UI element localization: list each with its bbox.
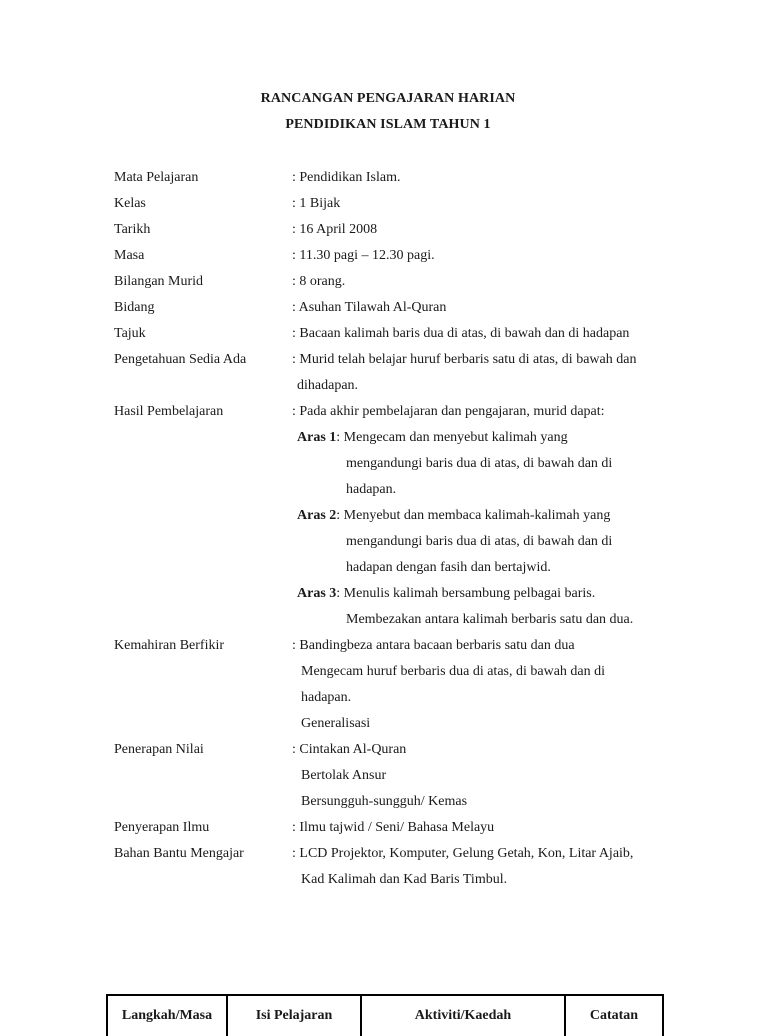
aras-line: mengandungi baris dua di atas, di bawah dan di (346, 534, 613, 549)
aras-line: hadapan. (346, 482, 397, 497)
field-label: Kemahiran Berfikir (114, 638, 225, 653)
field-value: : Pada akhir pembelajaran dan pengajaran, murid dapat: (292, 404, 605, 419)
field-value: : Ilmu tajwid / Seni/ Bahasa Melayu (292, 820, 495, 835)
aras-label: Aras 3 (297, 586, 337, 601)
field-label: Penyerapan Ilmu (114, 820, 210, 835)
field-value: : Bandingbeza antara bacaan berbaris satu dan dua (292, 638, 575, 653)
table-header-catatan: Catatan (565, 995, 663, 1036)
field-value: : 16 April 2008 (292, 222, 378, 237)
aras-2 (297, 508, 610, 524)
field-value: : 11.30 pagi – 12.30 pagi. (292, 248, 435, 263)
aras-line: Membezakan antara kalimah berbaris satu dan dua. (346, 612, 634, 627)
field-label: Kelas (114, 196, 146, 211)
field-label: Penerapan Nilai (114, 742, 204, 757)
field-label: Hasil Pembelajaran (114, 404, 224, 419)
aras-3 (297, 586, 595, 602)
table-header-langkah-masa: Langkah/Masa (107, 995, 227, 1036)
lesson-table (106, 994, 664, 1036)
document-title: RANCANGAN PENGAJARAN HARIAN (260, 91, 516, 106)
field-value: : Murid telah belajar huruf berbaris satu di atas, di bawah dan (292, 352, 637, 367)
aras-text: : Menyebut dan membaca kalimah-kalimah yang (336, 508, 611, 523)
aras-text: : Mengecam dan menyebut kalimah yang (336, 430, 568, 445)
field-value: : Asuhan Tilawah Al-Quran (292, 300, 447, 315)
field-value: : LCD Projektor, Komputer, Gelung Getah, Kon, Litar Ajaib, (292, 846, 634, 861)
aras-label: Aras 1 (297, 430, 337, 445)
aras-line: hadapan dengan fasih dan bertajwid. (346, 560, 551, 575)
field-value: : 8 orang. (292, 274, 346, 289)
field-continuation: Kad Kalimah dan Kad Baris Timbul. (301, 872, 508, 887)
table-header-aktiviti-kaedah: Aktiviti/Kaedah (361, 995, 565, 1036)
table-header-isi-pelajaran: Isi Pelajaran (227, 995, 361, 1036)
field-continuation: hadapan. (301, 690, 352, 705)
aras-label: Aras 2 (297, 508, 337, 523)
field-label: Tajuk (114, 326, 146, 341)
field-continuation: Bertolak Ansur (301, 768, 387, 783)
aras-line: mengandungi baris dua di atas, di bawah dan di (346, 456, 613, 471)
field-value: : Pendidikan Islam. (292, 170, 401, 185)
field-label: Bahan Bantu Mengajar (114, 846, 244, 861)
field-label: Bilangan Murid (114, 274, 204, 289)
aras-text: : Menulis kalimah bersambung pelbagai baris. (336, 586, 596, 601)
field-continuation: Bersungguh-sungguh/ Kemas (301, 794, 468, 809)
field-continuation: dihadapan. (297, 378, 359, 393)
field-continuation: Generalisasi (301, 716, 371, 731)
field-label: Pengetahuan Sedia Ada (114, 352, 247, 367)
field-label: Masa (114, 248, 145, 263)
field-value: : Cintakan Al-Quran (292, 742, 407, 757)
field-value: : 1 Bijak (292, 196, 341, 211)
aras-1 (297, 430, 568, 446)
field-value: : Bacaan kalimah baris dua di atas, di bawah dan di hadapan (292, 326, 630, 341)
field-label: Mata Pelajaran (114, 170, 199, 185)
field-continuation: Mengecam huruf berbaris dua di atas, di bawah dan di (301, 664, 606, 679)
field-label: Bidang (114, 300, 155, 315)
field-label: Tarikh (114, 222, 151, 237)
table-header-row (107, 995, 663, 1036)
document-subtitle: PENDIDIKAN ISLAM TAHUN 1 (285, 117, 491, 132)
